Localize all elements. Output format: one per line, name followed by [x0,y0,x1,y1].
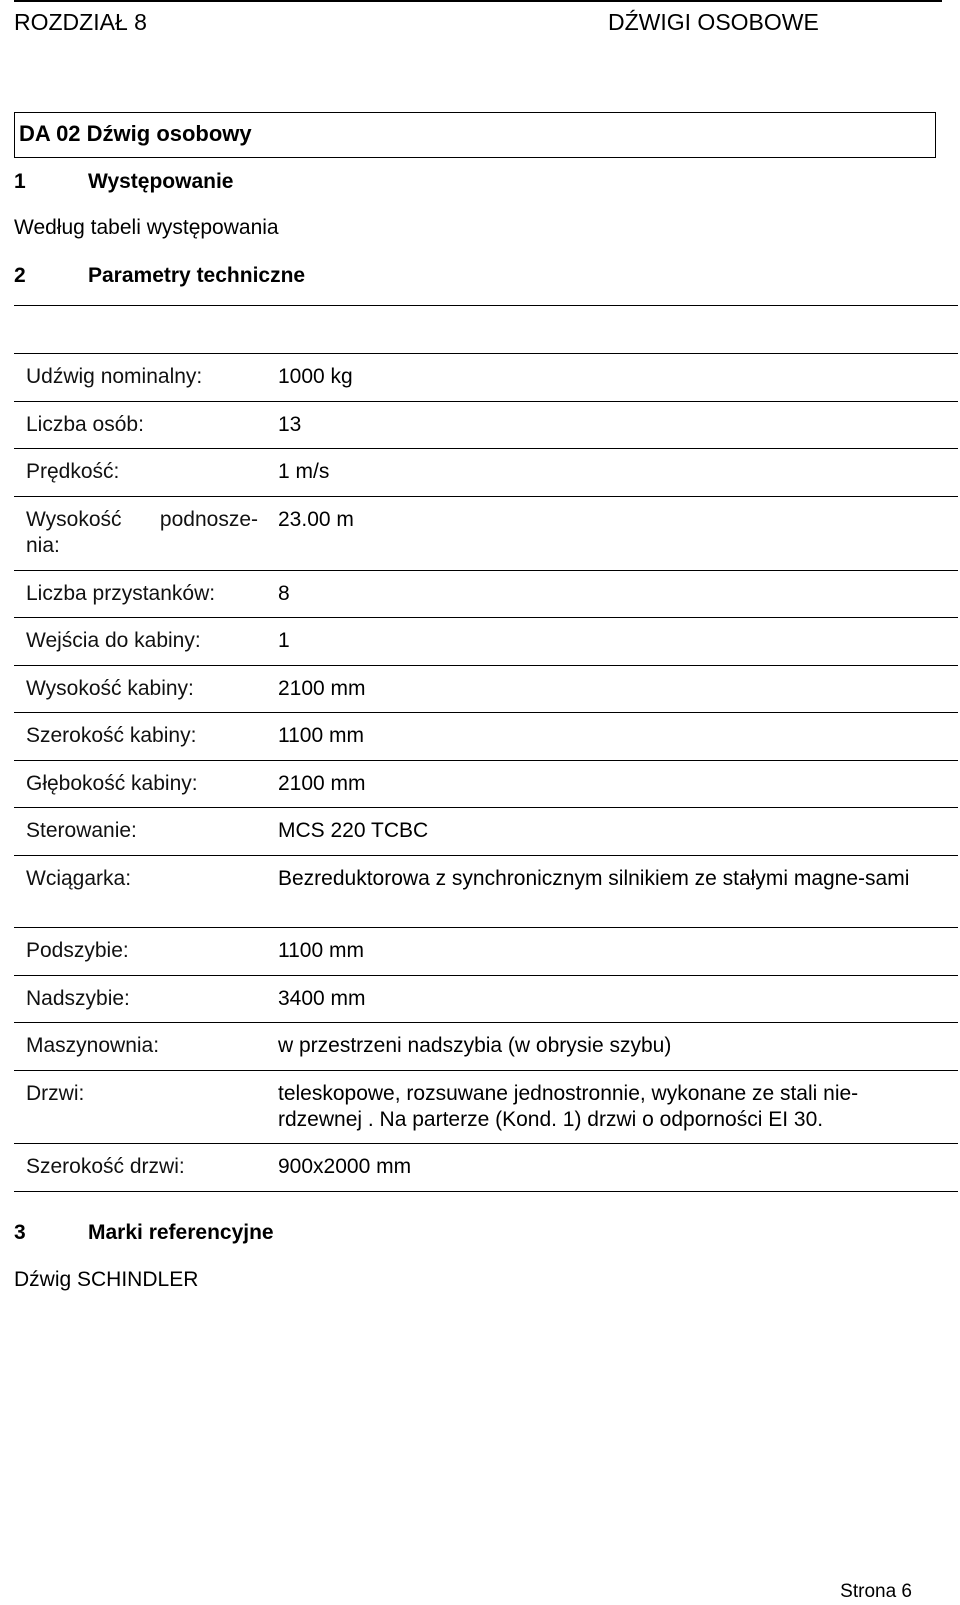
chapter-label: ROZDZIAŁ 8 [14,9,147,35]
param-row-machine-room [14,1023,958,1071]
param-value: 23.00 m [278,508,354,531]
section-heading-parameters [14,263,305,289]
param-label: Drzwi: [26,1082,85,1105]
page-number: Strona 6 [840,1581,912,1602]
param-value: teleskopowe, rozsuwane jednostronnie, wykonane ze stali nie-rdzewnej . Na parterze (Kond. 1) drzwi o odporności EI 30. [278,1082,859,1131]
param-label: Szerokość kabiny: [26,724,197,747]
param-row-control [14,808,958,856]
param-row-drive [14,856,958,928]
section-heading-occurrence [14,169,233,195]
param-value: 2100 mm [278,772,366,795]
param-row-lift-height [14,497,958,571]
param-row-headroom [14,976,958,1023]
param-value: 2100 mm [278,677,366,700]
param-row-cabin-width [14,713,958,761]
param-value: Bezreduktorowa z synchronicznym silnikiem ze stałymi magne-sami [278,867,910,890]
param-label: Wciągarka: [26,867,132,890]
spec-code-box [14,112,936,158]
param-value: 3400 mm [278,987,366,1010]
param-label: Wysokość podnosze-nia: [26,508,258,557]
param-row-persons [14,402,958,449]
occurrence-text: Według tabeli występowania [14,216,279,239]
section-number: 1 [14,170,26,193]
section-number: 2 [14,264,26,287]
param-row-load [14,354,958,402]
param-label: Maszynownia: [26,1034,160,1057]
param-value: 1100 mm [278,724,364,747]
param-value: 1000 kg [278,365,353,388]
param-label: Wysokość kabiny: [26,677,194,700]
param-row-stops [14,571,958,618]
param-value: 1100 mm [278,939,364,962]
section-number: 3 [14,1221,26,1244]
param-label: Liczba przystanków: [26,582,216,605]
section-heading-brands [14,1220,274,1246]
param-value: 900x2000 mm [278,1155,412,1178]
param-row-entrances [14,618,958,666]
param-label: Liczba osób: [26,413,144,436]
section-title: Parametry techniczne [88,264,306,287]
parameters-table [14,354,958,1192]
chapter-title: DŹWIGI OSOBOWE [608,9,819,35]
param-row-cabin-height [14,666,958,713]
param-value: 13 [278,413,302,436]
divider [14,305,958,306]
section-title: Występowanie [88,170,234,193]
section-title: Marki referencyjne [88,1221,274,1244]
param-label: Prędkość: [26,460,120,483]
param-row-cabin-depth [14,761,958,808]
param-label: Podszybie: [26,939,129,962]
param-value: 8 [278,582,290,605]
param-row-pit [14,928,958,976]
param-label: Wejścia do kabiny: [26,629,201,652]
param-label: Nadszybie: [26,987,130,1010]
param-value: 1 [278,629,290,652]
page-header [14,0,942,38]
param-row-doors [14,1071,958,1144]
param-value: 1 m/s [278,460,330,483]
param-label: Sterowanie: [26,819,137,842]
param-label: Udźwig nominalny: [26,365,203,388]
param-row-speed [14,449,958,497]
brands-text: Dźwig SCHINDLER [14,1268,199,1291]
param-row-door-size [14,1144,958,1192]
spec-code-title: DA 02 Dźwig osobowy [19,121,252,146]
param-value: MCS 220 TCBC [278,819,429,842]
param-label: Głębokość kabiny: [26,772,198,795]
param-label: Szerokość drzwi: [26,1155,185,1178]
param-value: w przestrzeni nadszybia (w obrysie szybu) [278,1034,672,1057]
